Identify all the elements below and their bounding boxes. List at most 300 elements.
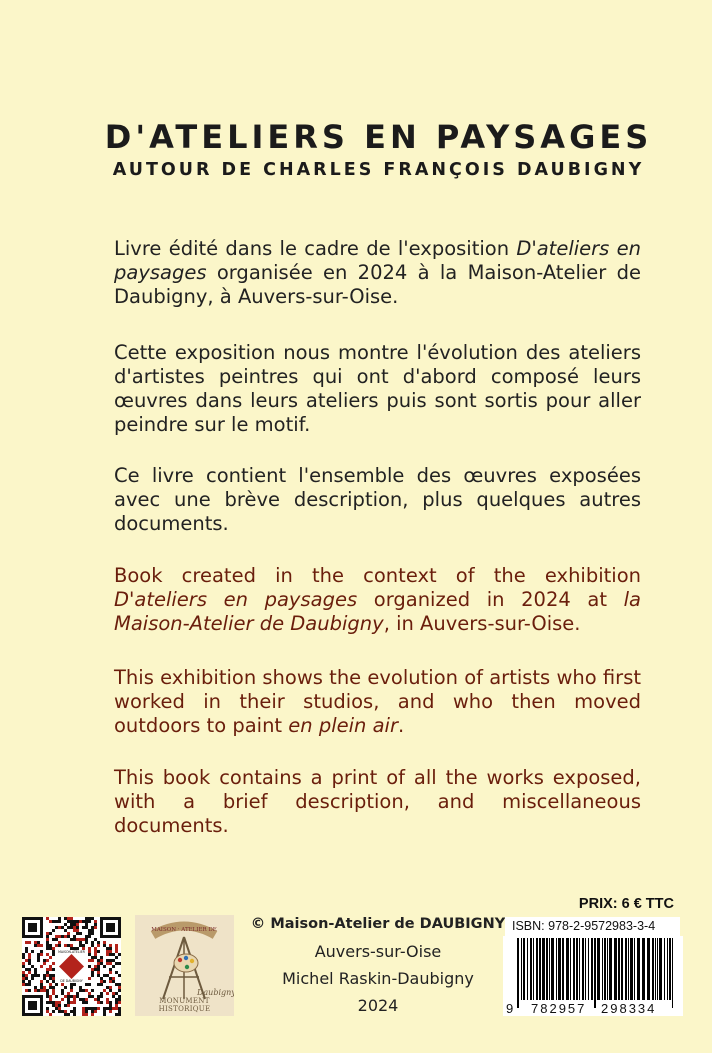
qr-module — [91, 1010, 94, 1013]
qr-module — [46, 953, 49, 956]
qr-module — [94, 938, 97, 941]
barcode-bar — [556, 938, 557, 1000]
qr-module — [43, 989, 46, 992]
qr-module — [103, 980, 106, 983]
qr-module — [109, 1010, 112, 1013]
qr-finder-pattern — [28, 1001, 37, 1010]
qr-module — [79, 986, 82, 989]
qr-module — [70, 923, 73, 926]
qr-module — [118, 989, 121, 992]
qr-module — [34, 968, 37, 971]
qr-module — [46, 974, 49, 977]
qr-module — [115, 1013, 118, 1016]
qr-module — [25, 977, 28, 980]
qr-module — [94, 965, 97, 968]
qr-module — [112, 995, 115, 998]
barcode-bar — [551, 938, 554, 1000]
qr-module — [70, 917, 73, 920]
qr-module — [106, 986, 109, 989]
qr-module — [94, 968, 97, 971]
qr-module — [85, 935, 88, 938]
qr-module — [37, 959, 40, 962]
qr-module — [70, 986, 73, 989]
qr-module — [25, 959, 28, 962]
barcode-bar — [566, 938, 569, 1000]
barcode-bar — [621, 938, 623, 1000]
barcode-bar — [667, 938, 668, 1000]
qr-module — [67, 932, 70, 935]
qr-module — [73, 929, 76, 932]
qr-module — [88, 920, 91, 923]
qr-module — [85, 1013, 88, 1016]
qr-module — [85, 998, 88, 1001]
qr-module — [97, 998, 100, 1001]
qr-module — [46, 980, 49, 983]
qr-module — [70, 938, 73, 941]
qr-module — [70, 989, 73, 992]
qr-module — [76, 929, 79, 932]
qr-module — [109, 953, 112, 956]
qr-module — [109, 1007, 112, 1010]
qr-module — [49, 998, 52, 1001]
qr-module — [100, 977, 103, 980]
qr-module — [55, 935, 58, 938]
qr-module — [73, 1007, 76, 1010]
qr-module — [49, 977, 52, 980]
qr-module — [115, 956, 118, 959]
qr-module — [43, 962, 46, 965]
qr-module — [100, 992, 103, 995]
qr-module — [115, 950, 118, 953]
qr-module — [97, 962, 100, 965]
qr-module — [28, 956, 31, 959]
qr-module — [73, 923, 76, 926]
qr-module — [115, 983, 118, 986]
barcode-bar — [588, 938, 589, 1000]
qr-module — [22, 980, 25, 983]
qr-module — [70, 920, 73, 923]
qr-module — [70, 1010, 73, 1013]
qr-module — [52, 938, 55, 941]
qr-module — [112, 953, 115, 956]
qr-module — [49, 974, 52, 977]
paragraph-fr-2: Cette exposition nous montre l'évolution des ateliers d'artistes peintres qui ont d'abord composé leurs œuvres dans leurs ateliers puis sont sortis pour aller peindre sur le motif. — [114, 341, 641, 436]
qr-module — [103, 965, 106, 968]
qr-module — [67, 998, 70, 1001]
qr-module — [58, 920, 61, 923]
qr-module — [40, 944, 43, 947]
qr-module — [25, 989, 28, 992]
barcode-bar — [607, 938, 608, 1000]
qr-module — [64, 923, 67, 926]
qr-module — [43, 959, 46, 962]
qr-module — [76, 932, 79, 935]
qr-module — [115, 1001, 118, 1004]
qr-module — [52, 950, 55, 953]
qr-module — [91, 995, 94, 998]
barcode-bar — [647, 938, 650, 1000]
qr-module — [115, 944, 118, 947]
qr-module — [61, 998, 64, 1001]
qr-module — [106, 998, 109, 1001]
qr-module — [58, 1007, 61, 1010]
qr-module — [118, 974, 121, 977]
qr-module — [85, 983, 88, 986]
qr-module — [34, 986, 37, 989]
qr-module — [79, 944, 82, 947]
qr-module — [52, 1010, 55, 1013]
qr-module — [73, 920, 76, 923]
qr-module — [97, 995, 100, 998]
maison-atelier-logo — [135, 915, 234, 1016]
qr-module — [94, 1007, 97, 1010]
qr-module — [79, 989, 82, 992]
qr-module — [37, 989, 40, 992]
qr-module — [28, 983, 31, 986]
qr-module — [94, 956, 97, 959]
barcode-bar — [657, 938, 658, 1000]
qr-module — [94, 926, 97, 929]
qr-module — [118, 998, 121, 1001]
easel-palette-icon — [135, 915, 234, 1005]
barcode-bar — [570, 938, 571, 1000]
qr-module — [115, 992, 118, 995]
qr-module — [22, 962, 25, 965]
qr-module — [109, 971, 112, 974]
qr-module — [52, 992, 55, 995]
qr-module — [79, 941, 82, 944]
qr-module — [100, 1001, 103, 1004]
qr-module — [49, 965, 52, 968]
qr-module — [67, 917, 70, 920]
qr-module — [88, 977, 91, 980]
qr-module — [103, 1007, 106, 1010]
qr-module — [55, 983, 58, 986]
qr-module — [85, 1001, 88, 1004]
barcode-digits-right: 298334 — [601, 1001, 657, 1016]
qr-module — [103, 944, 106, 947]
qr-module — [115, 998, 118, 1001]
book-title: D'ATELIERS EN PAYSAGES — [104, 118, 653, 156]
qr-module — [34, 989, 37, 992]
qr-module — [112, 977, 115, 980]
qr-module — [46, 938, 49, 941]
qr-module — [88, 929, 91, 932]
qr-module — [28, 959, 31, 962]
qr-module — [85, 941, 88, 944]
barcode-bar — [549, 938, 550, 1000]
qr-module — [103, 974, 106, 977]
qr-module — [100, 980, 103, 983]
qr-module — [112, 992, 115, 995]
qr-module — [43, 986, 46, 989]
qr-module — [49, 944, 52, 947]
qr-module — [91, 917, 94, 920]
qr-module — [28, 989, 31, 992]
qr-module — [88, 932, 91, 935]
qr-module — [67, 1004, 70, 1007]
qr-module — [22, 983, 25, 986]
qr-module — [46, 1010, 49, 1013]
qr-module — [46, 932, 49, 935]
qr-module — [106, 959, 109, 962]
qr-module — [82, 1010, 85, 1013]
qr-module — [109, 1004, 112, 1007]
qr-module — [55, 938, 58, 941]
qr-module — [40, 986, 43, 989]
qr-module — [67, 1013, 70, 1016]
barcode-bar — [659, 938, 662, 1000]
barcode-bar — [582, 938, 584, 1000]
qr-module — [58, 935, 61, 938]
qr-module — [31, 974, 34, 977]
qr-module — [64, 986, 67, 989]
qr-module — [91, 1013, 94, 1016]
qr-module — [76, 992, 79, 995]
qr-module — [91, 926, 94, 929]
qr-module — [43, 977, 46, 980]
barcode-bar — [669, 938, 671, 1000]
qr-module — [85, 917, 88, 920]
qr-module — [115, 962, 118, 965]
qr-module — [52, 962, 55, 965]
qr-finder-pattern — [106, 923, 115, 932]
qr-module — [103, 941, 106, 944]
qr-module — [94, 953, 97, 956]
qr-module — [94, 950, 97, 953]
qr-module — [61, 992, 64, 995]
qr-module — [82, 989, 85, 992]
qr-module — [97, 971, 100, 974]
qr-module — [40, 953, 43, 956]
qr-module — [88, 959, 91, 962]
qr-module — [22, 965, 25, 968]
qr-module — [46, 917, 49, 920]
paragraph-en-2: This exhibition shows the evolution of artists who first worked in their studios, and who then moved outdoors to paint en plein air. — [114, 666, 641, 737]
qr-code — [22, 917, 121, 1016]
qr-module — [91, 968, 94, 971]
qr-module — [112, 965, 115, 968]
barcode-bar — [614, 938, 617, 1000]
barcode-bar — [630, 938, 633, 1000]
qr-module — [55, 926, 58, 929]
qr-module — [58, 1001, 61, 1004]
qr-module — [118, 995, 121, 998]
qr-module — [106, 953, 109, 956]
qr-module — [88, 1007, 91, 1010]
qr-module — [118, 1001, 121, 1004]
barcode-bar — [597, 938, 600, 1000]
qr-module — [109, 989, 112, 992]
qr-module — [37, 941, 40, 944]
qr-module — [28, 953, 31, 956]
qr-module — [67, 992, 70, 995]
qr-module — [106, 947, 109, 950]
barcode-bar — [527, 938, 528, 1000]
qr-module — [31, 977, 34, 980]
barcode-bar — [628, 938, 629, 1000]
qr-module — [76, 995, 79, 998]
qr-module — [40, 983, 43, 986]
barcode-bar — [618, 938, 620, 1000]
qr-module — [97, 959, 100, 962]
qr-module — [118, 986, 121, 989]
qr-code-graphic — [22, 917, 121, 1016]
year-line: 2024 — [357, 996, 399, 1015]
barcode-bar — [523, 938, 525, 1000]
qr-module — [112, 980, 115, 983]
qr-module — [115, 1007, 118, 1010]
qr-module — [52, 1004, 55, 1007]
qr-module — [70, 983, 73, 986]
qr-module — [88, 983, 91, 986]
qr-module — [76, 920, 79, 923]
qr-module — [94, 920, 97, 923]
qr-module — [73, 1001, 76, 1004]
qr-module — [109, 968, 112, 971]
book-subtitle: AUTOUR DE CHARLES FRANÇOIS DAUBIGNY — [112, 160, 645, 180]
paragraph-fr-1: Livre édité dans le cadre de l'exposition D'ateliers en paysages organisée en 2024 à la Maison-Atelier de Daubigny, à Auvers-sur-Oise. — [114, 237, 641, 308]
qr-module — [70, 1001, 73, 1004]
qr-module — [109, 980, 112, 983]
paragraph-fr-3: Ce livre contient l'ensemble des œuvres exposées avec une brève description, plus quelques autres documents. — [114, 464, 641, 535]
qr-module — [25, 947, 28, 950]
qr-module — [49, 1001, 52, 1004]
qr-module — [25, 950, 28, 953]
qr-module — [64, 917, 67, 920]
qr-module — [37, 944, 40, 947]
qr-module — [88, 917, 91, 920]
qr-module — [58, 926, 61, 929]
barcode-bar — [625, 938, 627, 1000]
qr-module — [109, 959, 112, 962]
qr-module — [28, 971, 31, 974]
author-line: Michel Raskin-Daubigny — [282, 969, 474, 988]
qr-center-text: MAISON-ATELIER — [58, 950, 85, 954]
qr-module — [49, 968, 52, 971]
logo-ribbon-text: MAISON · ATELIER DE — [151, 927, 217, 933]
qr-module — [67, 995, 70, 998]
qr-module — [85, 1007, 88, 1010]
qr-module — [58, 941, 61, 944]
qr-module — [52, 986, 55, 989]
qr-module — [94, 947, 97, 950]
barcode-bar — [591, 938, 593, 1000]
qr-module — [31, 965, 34, 968]
qr-module — [61, 983, 64, 986]
qr-module — [46, 947, 49, 950]
qr-module — [55, 944, 58, 947]
qr-module — [64, 1013, 67, 1016]
qr-module — [94, 998, 97, 1001]
qr-module — [79, 998, 82, 1001]
qr-module — [22, 974, 25, 977]
qr-module — [25, 968, 28, 971]
qr-module — [91, 932, 94, 935]
qr-module — [40, 980, 43, 983]
barcode-bar — [652, 938, 654, 1000]
qr-module — [91, 974, 94, 977]
qr-module — [88, 995, 91, 998]
qr-module — [109, 962, 112, 965]
qr-module — [85, 923, 88, 926]
qr-module — [52, 977, 55, 980]
qr-module — [109, 950, 112, 953]
qr-module — [73, 1010, 76, 1013]
barcode-bar — [602, 938, 603, 1000]
barcode-graphic — [503, 936, 683, 1016]
qr-module — [49, 1013, 52, 1016]
qr-module — [91, 971, 94, 974]
qr-module — [118, 1007, 121, 1010]
qr-module — [118, 983, 121, 986]
qr-module — [43, 974, 46, 977]
qr-module — [82, 1007, 85, 1010]
qr-module — [31, 950, 34, 953]
qr-module — [55, 1007, 58, 1010]
qr-module — [88, 965, 91, 968]
qr-module — [58, 944, 61, 947]
qr-module — [28, 962, 31, 965]
qr-module — [58, 1004, 61, 1007]
qr-module — [46, 1001, 49, 1004]
qr-module — [55, 1004, 58, 1007]
qr-module — [70, 926, 73, 929]
qr-module — [91, 941, 94, 944]
barcode-bar — [585, 938, 586, 1000]
qr-module — [28, 980, 31, 983]
barcode-bar — [634, 938, 635, 1000]
qr-module — [46, 968, 49, 971]
qr-module — [76, 938, 79, 941]
qr-module — [100, 959, 103, 962]
logo-signature: Daubigny — [197, 988, 234, 997]
logo-caption: MONUMENT HISTORIQUE — [158, 997, 211, 1013]
barcode-bar — [594, 938, 596, 1008]
qr-module — [49, 983, 52, 986]
qr-module — [49, 995, 52, 998]
qr-module — [94, 1010, 97, 1013]
qr-module — [106, 1007, 109, 1010]
qr-module — [55, 995, 58, 998]
qr-module — [100, 956, 103, 959]
qr-module — [85, 989, 88, 992]
qr-module — [91, 989, 94, 992]
barcode-bar — [609, 938, 612, 1000]
qr-module — [112, 959, 115, 962]
qr-module — [52, 947, 55, 950]
qr-module — [109, 977, 112, 980]
qr-module — [58, 917, 61, 920]
barcode-bar — [533, 938, 534, 1000]
barcode-digits-left: 782957 — [531, 1001, 587, 1016]
qr-module — [22, 977, 25, 980]
qr-module — [46, 971, 49, 974]
qr-module — [61, 1010, 64, 1013]
qr-module — [100, 962, 103, 965]
qr-module — [97, 950, 100, 953]
qr-module — [79, 920, 82, 923]
barcode-bar — [536, 938, 538, 1000]
barcode-bar — [546, 938, 548, 1000]
qr-module — [46, 935, 49, 938]
qr-module — [88, 947, 91, 950]
price-label: PRIX: 6 € TTC — [578, 896, 674, 912]
qr-module — [73, 935, 76, 938]
qr-module — [103, 989, 106, 992]
qr-module — [22, 956, 25, 959]
qr-module — [97, 941, 100, 944]
